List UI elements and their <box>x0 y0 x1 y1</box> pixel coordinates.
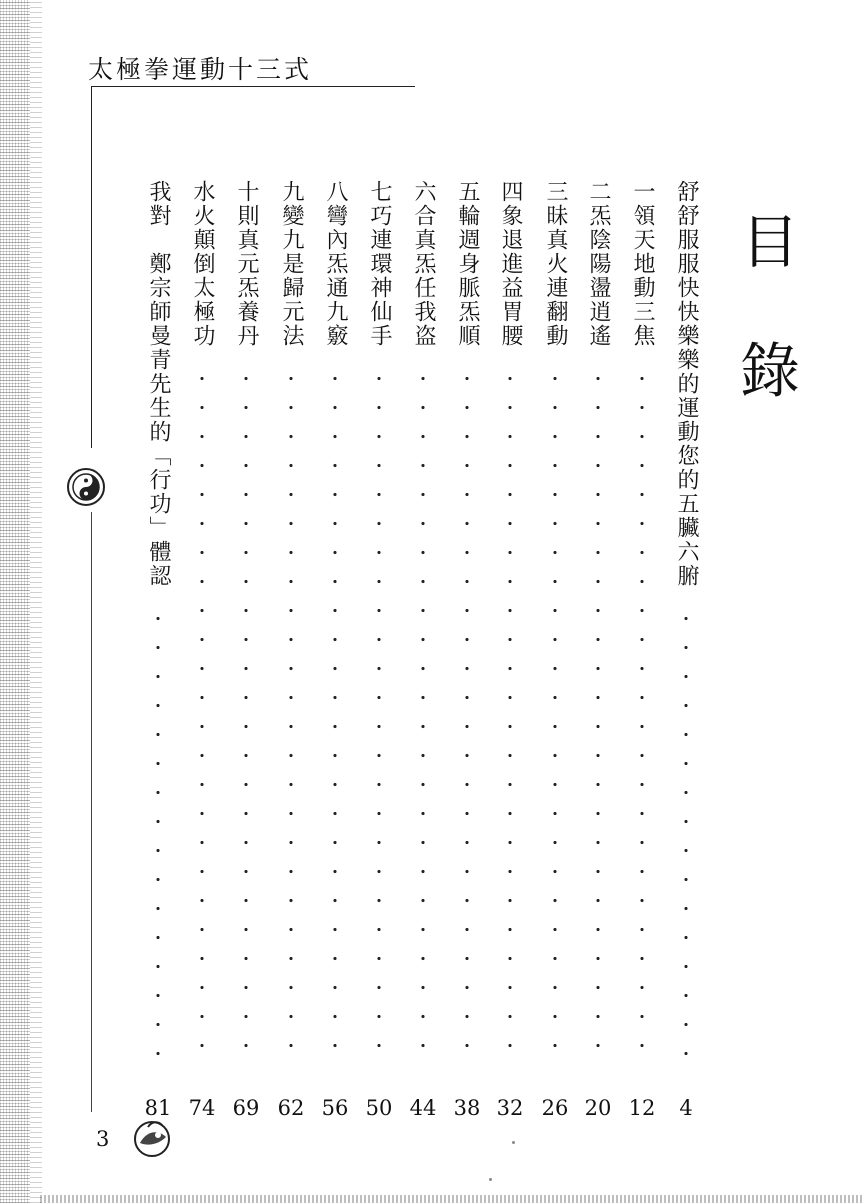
toc-entry-page: 62 <box>277 1096 305 1120</box>
toc-entry-title: 十則真元炁養丹 <box>234 180 259 348</box>
scan-edge <box>0 0 30 1203</box>
toc-entry-page: 56 <box>321 1096 349 1120</box>
toc-leader-dots <box>684 604 688 1068</box>
toc-entry[interactable] <box>365 180 393 1120</box>
scan-bottom-edge <box>40 1195 864 1203</box>
toc-entry[interactable] <box>628 180 656 1120</box>
toc-entry-page: 38 <box>453 1096 481 1120</box>
toc-leader-dots <box>289 364 293 1060</box>
toc-leader-dots <box>200 364 204 1060</box>
toc-entry[interactable] <box>453 180 481 1120</box>
toc-entry[interactable] <box>321 180 349 1120</box>
toc-entry[interactable] <box>144 180 172 1120</box>
toc-entry-title: 九變九是歸元法 <box>279 180 304 348</box>
toc-leader-dots <box>377 364 381 1060</box>
toc-entry-title: 舒舒服服快快樂樂的運動您的五臟六腑 <box>674 180 699 588</box>
header-rule <box>91 86 415 87</box>
toc-entry-page: 4 <box>679 1096 693 1120</box>
toc-heading-mu: 目 <box>740 208 799 276</box>
toc-entry-page: 74 <box>188 1096 216 1120</box>
toc-leader-dots <box>508 364 512 1060</box>
taiji-emblem-icon <box>66 467 106 507</box>
toc-heading-lu: 錄 <box>740 337 800 407</box>
toc-entry[interactable] <box>541 180 569 1120</box>
scan-speck <box>512 1141 515 1144</box>
margin-rule-top <box>91 86 92 448</box>
running-title: 太極拳運動十三式 <box>88 55 313 84</box>
toc-entry-title: 四象退進益胃腰 <box>498 180 523 348</box>
toc-entry[interactable] <box>496 180 524 1120</box>
folio-number: 3 <box>96 1127 110 1151</box>
toc-entry-title: 我對 鄭宗師曼青先生的「行功」體認 <box>146 180 171 588</box>
toc-entry[interactable] <box>232 180 260 1120</box>
toc-entry-page: 50 <box>365 1096 393 1120</box>
toc-entry-title: 三昧真火連翻動 <box>543 180 568 348</box>
toc-entry-title: 五輪週身脈炁順 <box>455 180 480 348</box>
toc-leader-dots <box>244 364 248 1060</box>
toc-entry-title: 一領天地動三焦 <box>630 180 655 348</box>
toc-entry-page: 32 <box>496 1096 524 1120</box>
toc-entry[interactable] <box>277 180 305 1120</box>
toc-leader-dots <box>596 364 600 1060</box>
toc-leader-dots <box>333 364 337 1060</box>
margin-rule-bottom <box>91 512 92 1112</box>
toc-leader-dots <box>421 364 425 1060</box>
toc-entry-page: 26 <box>541 1096 569 1120</box>
toc-entry-title: 六合真炁任我盗 <box>411 180 436 348</box>
toc-entry[interactable] <box>188 180 216 1120</box>
toc-entry-title: 二炁陰陽盪逍遙 <box>586 180 611 348</box>
scan-speck <box>489 1178 492 1181</box>
toc-leader-dots <box>640 364 644 1060</box>
toc-entry[interactable] <box>672 180 700 1120</box>
toc-entry-title: 八彎內炁通九竅 <box>323 180 348 348</box>
toc-entry-page: 81 <box>144 1096 172 1120</box>
toc-leader-dots <box>156 604 160 1068</box>
flower-ornament-icon <box>128 1113 176 1161</box>
toc-entry-page: 44 <box>409 1096 437 1120</box>
toc-leader-dots <box>465 364 469 1060</box>
toc-entry[interactable] <box>409 180 437 1120</box>
toc-entry-title: 七巧連環神仙手 <box>367 180 392 348</box>
scan-edge-inner <box>30 0 42 1203</box>
toc-entry[interactable] <box>584 180 612 1120</box>
toc-leader-dots <box>553 364 557 1060</box>
toc-entry-title: 水火顛倒太極功 <box>190 180 215 348</box>
toc-entry-page: 69 <box>232 1096 260 1120</box>
toc-entry-page: 20 <box>584 1096 612 1120</box>
toc-entry-page: 12 <box>628 1096 656 1120</box>
